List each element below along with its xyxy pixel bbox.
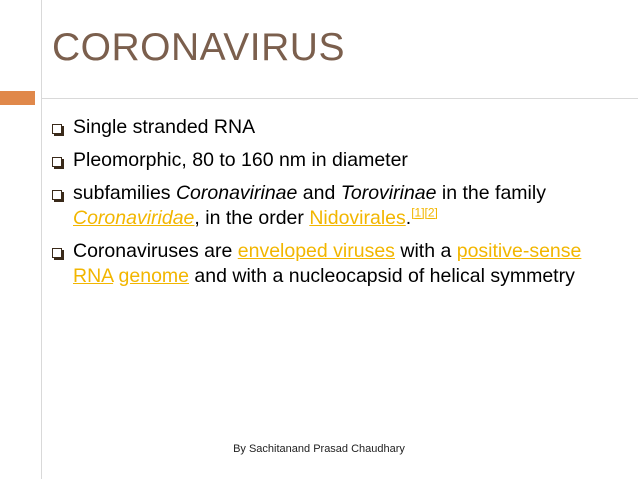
reference-links[interactable]: [1][2] — [411, 205, 438, 220]
checkbox-bullet-icon — [52, 248, 62, 258]
bullet-text: . — [405, 207, 412, 229]
genome-link[interactable]: genome — [118, 265, 189, 287]
subfamily-coronavirinae: Coronavirinae — [175, 182, 298, 204]
bullet-item — [52, 239, 612, 289]
slide-title: CORONAVIRUS — [52, 26, 345, 69]
enveloped-viruses-link[interactable]: enveloped viruses — [237, 240, 395, 262]
subfamily-torovirinae: Torovirinae — [340, 182, 437, 204]
bullet-text: Coronaviruses are — [73, 240, 238, 262]
bullet-text: in the family — [436, 182, 546, 204]
positive-sense-link[interactable]: positive-sense — [456, 240, 582, 262]
bullet-text: , in the order — [194, 207, 310, 229]
checkbox-bullet-icon — [52, 190, 62, 200]
bullet-text: and — [297, 182, 341, 204]
bullet-text: subfamilies — [73, 182, 176, 204]
bullet-text: with a — [394, 240, 457, 262]
title-underline — [41, 98, 638, 99]
checkbox-bullet-icon — [52, 157, 62, 167]
bullet-item — [52, 148, 612, 173]
bullet-item — [52, 181, 612, 231]
checkbox-bullet-icon — [52, 124, 62, 134]
slide-footer: By Sachitanand Prasad Chaudhary — [233, 443, 405, 455]
bullet-list — [52, 115, 612, 297]
nidovirales-link[interactable]: Nidovirales — [309, 207, 406, 229]
accent-bar — [0, 91, 35, 105]
bullet-item — [52, 115, 612, 140]
bullet-text: Pleomorphic, 80 to 160 nm in diameter — [73, 149, 408, 171]
bullet-text: and with a nucleocapsid of helical symmetry — [189, 265, 575, 287]
bullet-text: Single stranded RNA — [73, 116, 256, 138]
vertical-divider — [41, 0, 42, 479]
rna-link[interactable]: RNA — [73, 265, 114, 287]
coronaviridae-link[interactable]: Coronaviridae — [73, 207, 195, 229]
